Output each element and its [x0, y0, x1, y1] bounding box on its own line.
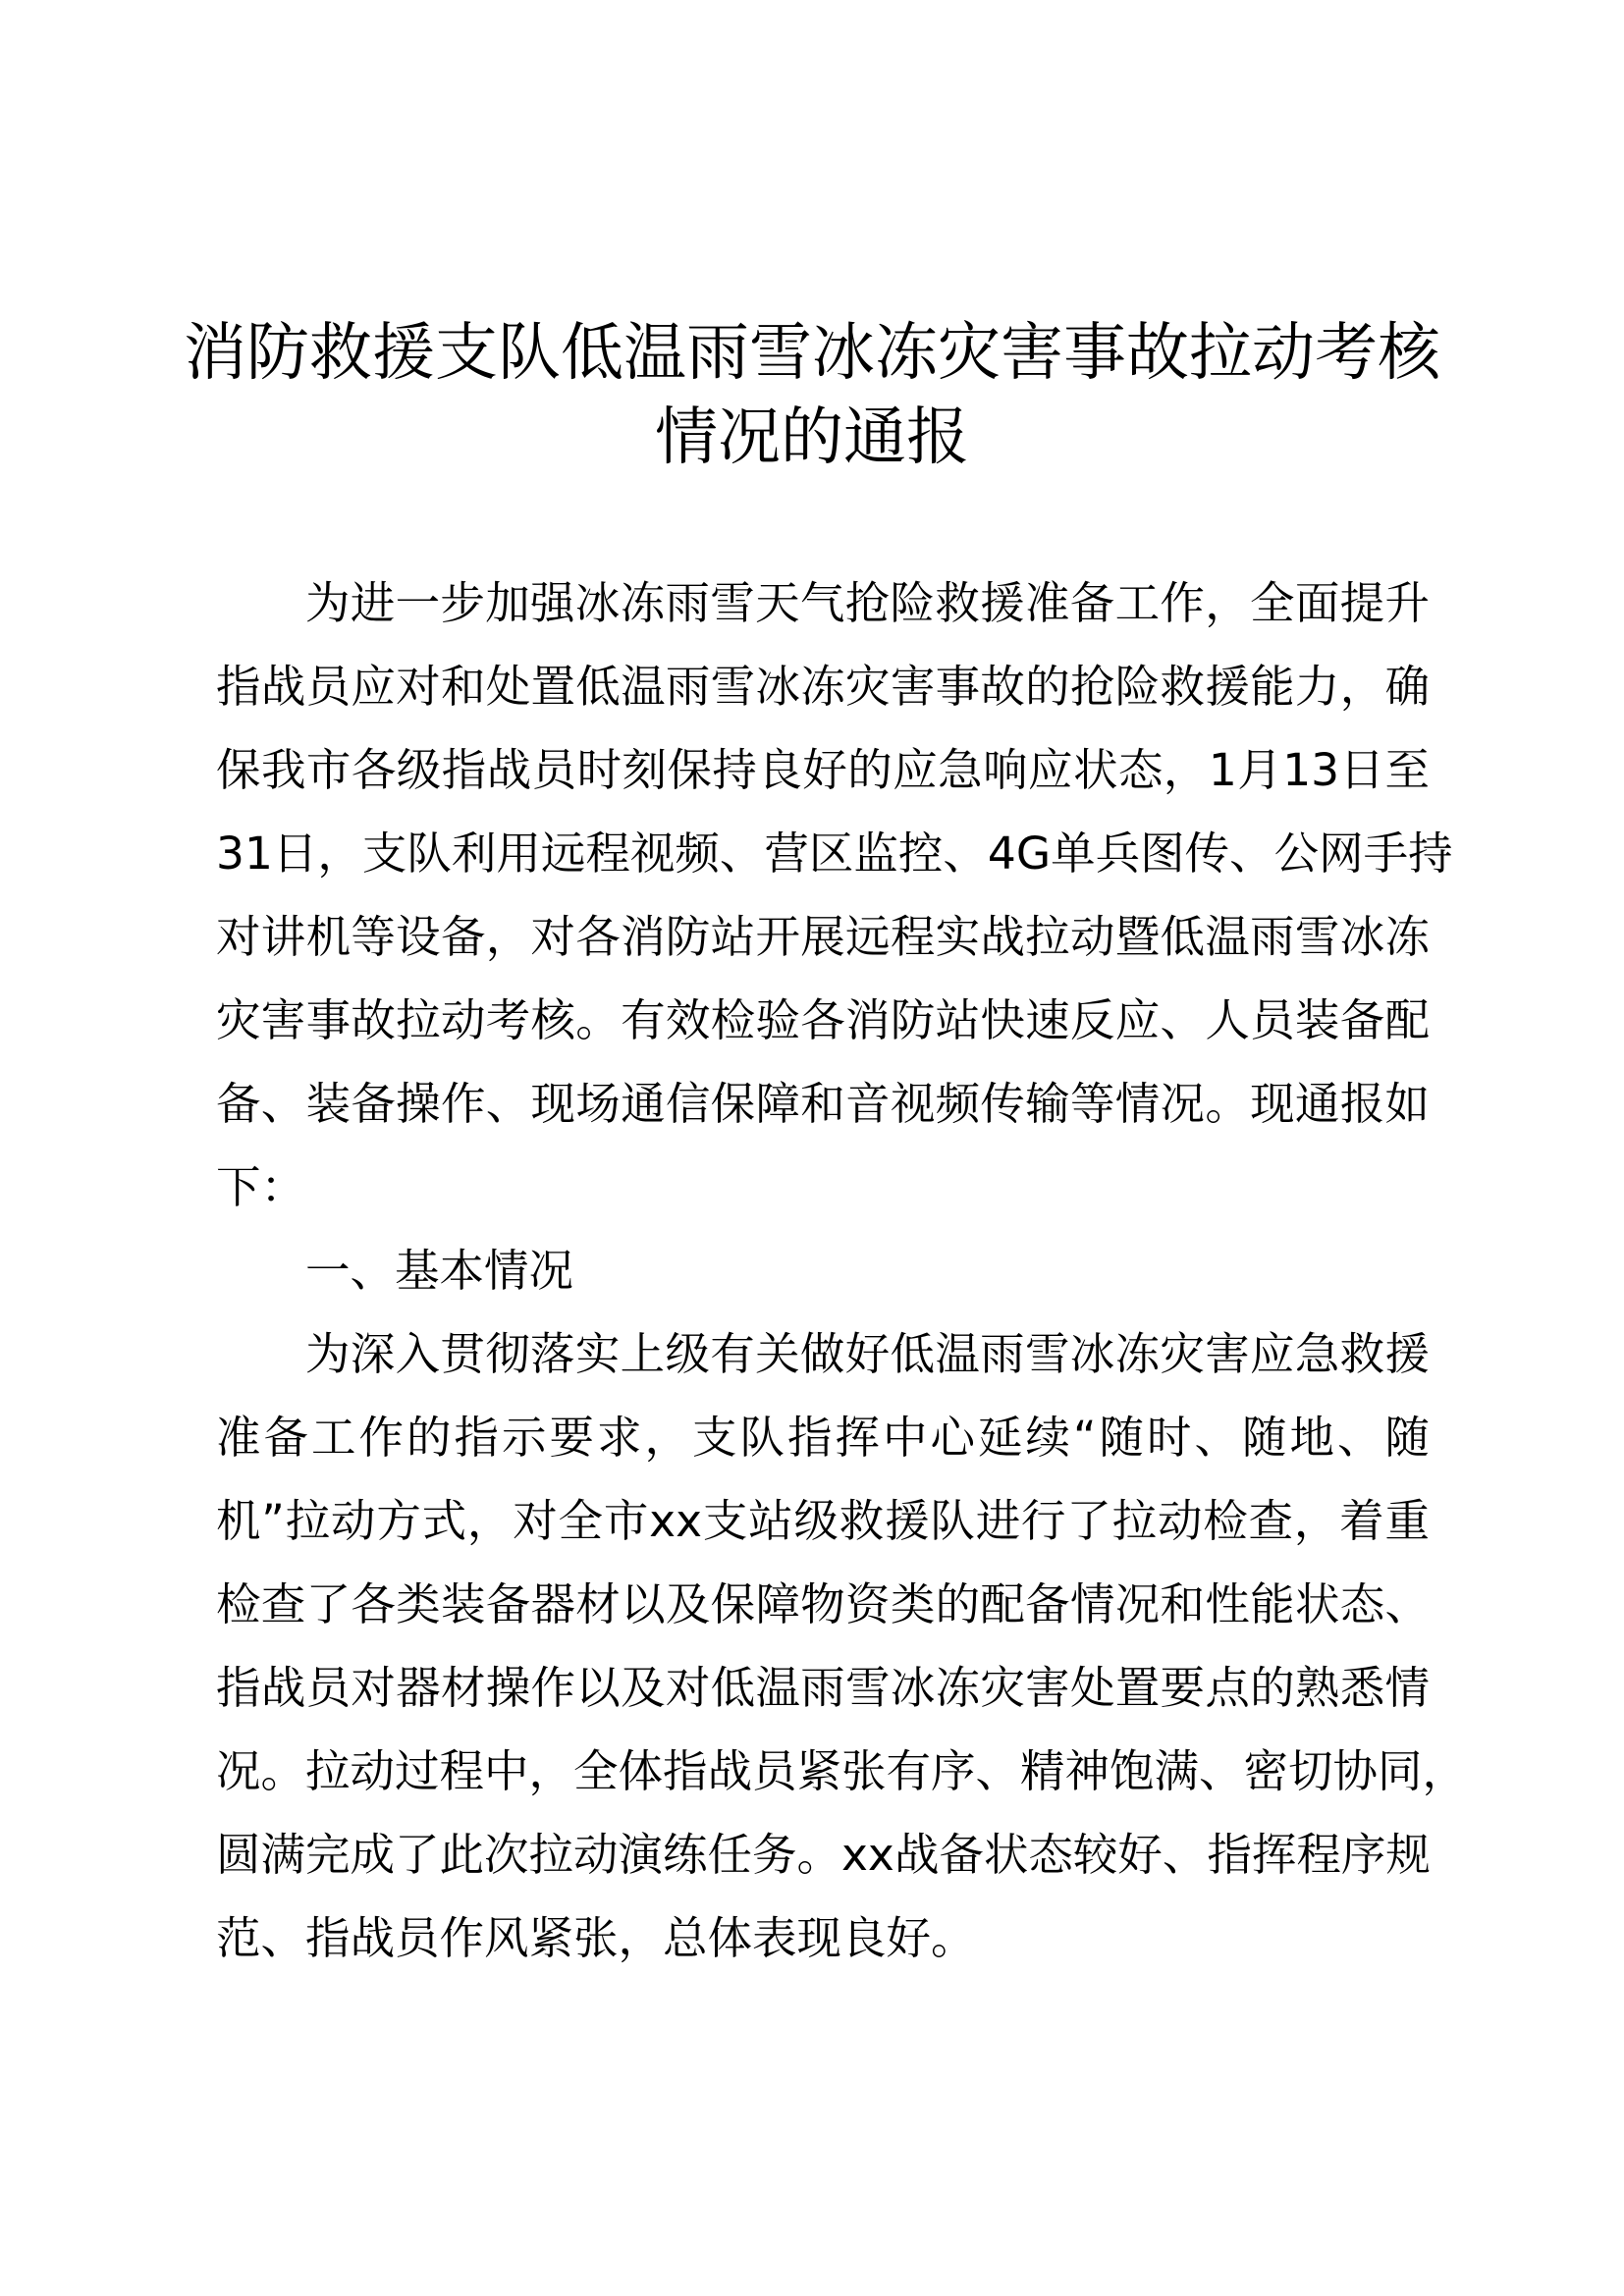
paragraph-line: 为深入贯彻落实上级有关做好低温雨雪冰冻灾害应急救援 [305, 1328, 1430, 1380]
paragraph-line: 保我市各级指战员时刻保持良好的应急响应状态，1月13日至 [216, 744, 1430, 796]
paragraph-line: 机”拉动方式，对全市xx支站级救援队进行了拉动检查，着重 [216, 1495, 1430, 1547]
paragraph-line: 指战员应对和处置低温雨雪冰冻灾害事故的抢险救援能力，确 [216, 661, 1430, 713]
paragraph-line: 检查了各类装备器材以及保障物资类的配备情况和性能状态、 [216, 1578, 1430, 1630]
paragraph-line: 灾害事故拉动考核。有效检验各消防站快速反应、人员装备配 [216, 994, 1430, 1046]
paragraph-line: 备、装备操作、现场通信保障和音视频传输等情况。现通报如 [216, 1078, 1430, 1130]
paragraph-line: 下： [216, 1161, 306, 1213]
paragraph-line: 范、指战员作风紧张，总体表现良好。 [216, 1912, 976, 1964]
section-heading: 一、基本情况 [305, 1245, 574, 1297]
paragraph-line: 准备工作的指示要求，支队指挥中心延续“随时、随地、随 [216, 1412, 1430, 1464]
paragraph-line: 圆满完成了此次拉动演练任务。xx战备状态较好、指挥程序规 [216, 1829, 1431, 1881]
title-line: 消防救援支队低温雨雪冰冻灾害事故拉动考核 [184, 317, 1440, 390]
document-body [216, 561, 1468, 1980]
paragraph-line: 指战员对器材操作以及对低温雨雪冰冻灾害处置要点的熟悉情 [216, 1662, 1430, 1714]
paragraph-line: 31日，支队利用远程视频、营区监控、4G单兵图传、公网手持 [216, 828, 1453, 880]
paragraph-line: 为进一步加强冰冻雨雪天气抢险救援准备工作，全面提升 [305, 577, 1430, 629]
paragraph-line: 对讲机等设备，对各消防站开展远程实战拉动暨低温雨雪冰冻 [216, 911, 1430, 963]
document-title [0, 311, 1624, 480]
title-line: 情况的通报 [655, 401, 969, 474]
paragraph-line: 况。拉动过程中，全体指战员紧张有序、精神饱满、密切协同， [216, 1745, 1468, 1797]
